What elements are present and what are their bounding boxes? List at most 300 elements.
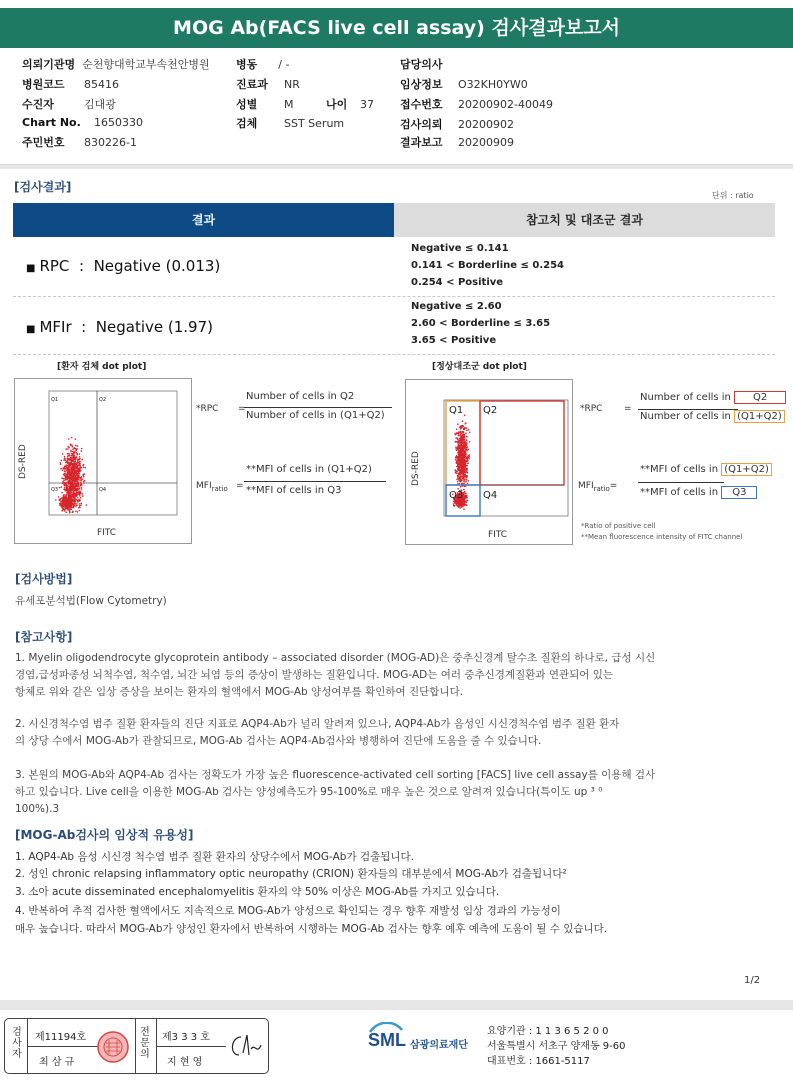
cell-dot	[73, 506, 75, 508]
cell-dot	[461, 503, 463, 505]
header-row-age: 나이 37	[326, 98, 374, 111]
cell-dot	[67, 446, 69, 448]
cell-dot	[80, 504, 82, 506]
cell-dot	[464, 501, 466, 503]
cell-dot	[65, 479, 67, 481]
cell-dot	[457, 443, 459, 445]
cell-dot	[456, 455, 458, 457]
cell-dot	[464, 482, 466, 484]
cell-dot	[457, 445, 459, 447]
q4-label: Q4	[483, 490, 498, 501]
cell-dot	[462, 472, 464, 474]
patient-dot-plot	[14, 378, 192, 544]
patient-dot-plot-svg	[15, 379, 191, 543]
cell-dot	[74, 450, 76, 452]
cell-dot	[460, 446, 462, 448]
cell-dot	[71, 475, 73, 477]
cell-dot	[75, 503, 77, 505]
cell-dot	[469, 454, 471, 456]
cell-dot	[80, 497, 82, 499]
cell-dot	[60, 468, 62, 470]
cell-dot	[76, 453, 78, 455]
cell-dot	[65, 500, 67, 502]
mfi-fraction-bar	[244, 481, 386, 482]
cell-dot	[63, 480, 65, 482]
q3-label: Q3	[51, 487, 59, 493]
cell-dot	[77, 511, 79, 513]
ctrl-mfi-formula-label: $MFI_{ratio}=$	[578, 481, 618, 493]
cell-dot	[68, 500, 70, 502]
cell-dot	[77, 497, 79, 499]
header-row-clinical-info: 임상정보 O32KH0YW0	[400, 78, 528, 91]
header-row-receipt-no: 접수번호 20200902-40049	[400, 98, 553, 111]
cell-dot	[66, 502, 68, 504]
cell-dot	[69, 458, 71, 460]
ctrl-rpc-fraction-bar	[638, 409, 738, 410]
cell-dot	[460, 486, 462, 488]
cell-dot	[83, 476, 85, 478]
cell-dot	[68, 480, 70, 482]
y-axis-label: DS-RED	[411, 451, 421, 486]
patient-plot-label: [환자 검체 dot plot]	[57, 362, 147, 372]
header-row-dept: 진료과 NR	[236, 78, 300, 91]
cell-dot	[67, 508, 69, 510]
cell-dot	[76, 466, 78, 468]
cell-dot	[69, 474, 71, 476]
cell-dot	[465, 442, 467, 444]
header-row-request-date: 검사의뢰 20200902	[400, 118, 514, 131]
cell-dot	[458, 435, 460, 437]
sml-logo	[364, 1022, 484, 1062]
cell-dot	[466, 444, 468, 446]
cell-dot	[461, 440, 463, 442]
cell-dot	[463, 508, 465, 510]
cell-dot	[465, 460, 467, 462]
cell-dot	[74, 448, 76, 450]
cell-dot	[461, 506, 463, 508]
clinical-item: 3. 소아 acute disseminated encephalomyelitis 환자의 약 50% 이상은 MOG-Ab를 가지고 있습니다.	[15, 886, 500, 898]
cell-dot	[467, 483, 469, 485]
cell-dot	[79, 464, 81, 466]
cell-dot	[456, 479, 458, 481]
cell-dot	[73, 479, 75, 481]
result-mfir: ■ MFIr : Negative (1.97)	[26, 318, 213, 336]
cell-dot	[68, 491, 70, 493]
cell-dot	[61, 460, 63, 462]
cell-dot	[454, 505, 456, 507]
header-row-ward: 병동 / -	[236, 58, 290, 71]
cell-dot	[66, 482, 68, 484]
q4-label: Q4	[99, 487, 107, 493]
cell-dot	[74, 486, 76, 488]
cell-dot	[85, 467, 87, 469]
cell-dot	[69, 455, 71, 457]
mfi-denominator: **MFI of cells in Q3	[246, 485, 342, 496]
cell-dot	[453, 503, 455, 505]
cell-dot	[67, 448, 69, 450]
cell-dot	[457, 505, 459, 507]
q1-label: Q1	[449, 405, 464, 416]
cell-dot	[466, 450, 468, 452]
cell-dot	[454, 433, 456, 435]
cell-dot	[82, 479, 84, 481]
cell-dot	[82, 465, 84, 467]
cell-dot	[81, 476, 83, 478]
control-dot-plot-svg	[406, 380, 572, 544]
cell-dot	[466, 505, 468, 507]
cell-dot	[464, 427, 466, 429]
cell-dot	[462, 476, 464, 478]
ctrl-rpc-numerator: Number of cells in Q2	[640, 391, 786, 404]
cell-dot	[64, 456, 66, 458]
cell-dot	[69, 485, 71, 487]
cell-dot	[463, 505, 465, 507]
unit-label: 단위 : ratio	[712, 191, 754, 200]
cell-dot	[459, 507, 461, 509]
cell-dot	[64, 477, 66, 479]
cell-dot	[68, 464, 70, 466]
cell-dot	[455, 472, 457, 474]
inspector-license-no: 제11194호	[35, 1032, 87, 1043]
cell-dot	[67, 476, 69, 478]
cell-dot	[78, 483, 80, 485]
cell-dot	[81, 448, 83, 450]
cell-dot	[463, 429, 465, 431]
cell-dot	[79, 456, 81, 458]
cell-dot	[459, 455, 461, 457]
footer-divider	[0, 1000, 793, 1010]
cell-dot	[73, 490, 75, 492]
cell-dot	[73, 461, 75, 463]
header-row-report-date: 결과보고 20200909	[400, 136, 514, 149]
clinical-section-title: [MOG-Ab검사의 임상적 유용성]	[15, 828, 194, 842]
cell-dot	[457, 462, 459, 464]
cell-dot	[64, 471, 66, 473]
q3-label: Q3	[449, 490, 464, 501]
cell-dot	[68, 466, 70, 468]
cell-dot	[74, 481, 76, 483]
cell-dot	[62, 508, 64, 510]
cell-dot	[80, 485, 82, 487]
cell-dot	[81, 450, 83, 452]
cell-dot	[463, 439, 465, 441]
cell-dot	[459, 474, 461, 476]
cell-dot	[79, 500, 81, 502]
cell-dot	[466, 469, 468, 471]
cell-dot	[62, 469, 64, 471]
cell-dot	[72, 453, 74, 455]
cell-dot	[457, 433, 459, 435]
cell-dot	[459, 438, 461, 440]
cell-dot	[462, 478, 464, 480]
cell-dot	[466, 439, 468, 441]
cell-dot	[71, 459, 73, 461]
cell-dot	[466, 471, 468, 473]
footnote-rpc: *Ratio of positive cell	[581, 522, 656, 530]
result-rpc: ■ RPC : Negative (0.013)	[26, 257, 221, 275]
cell-dot	[463, 480, 465, 482]
cell-dot	[464, 463, 466, 465]
rpc-eq: =	[238, 404, 246, 414]
cell-dot	[455, 459, 457, 461]
cell-dot	[457, 481, 459, 483]
notes-section-title: [참고사항]	[15, 630, 73, 644]
cell-dot	[79, 453, 81, 455]
cell-dot	[79, 510, 81, 512]
cell-dot	[469, 441, 471, 443]
cell-dot	[66, 486, 68, 488]
cell-dot	[71, 470, 73, 472]
cell-dot	[81, 487, 83, 489]
cell-dot	[68, 489, 70, 491]
cell-dot	[62, 453, 64, 455]
cell-dot	[457, 468, 459, 470]
cell-dot	[461, 480, 463, 482]
cell-dot	[459, 467, 461, 469]
cell-dot	[75, 438, 77, 440]
cell-dot	[77, 481, 79, 483]
cell-dot	[84, 480, 86, 482]
cell-dot	[70, 506, 72, 508]
cell-dot	[71, 463, 73, 465]
cell-dot	[463, 454, 465, 456]
cell-dot	[464, 468, 466, 470]
cell-dot	[79, 479, 81, 481]
cell-dot	[75, 486, 77, 488]
cell-dot	[465, 492, 467, 494]
cell-dot	[458, 478, 460, 480]
patient-header	[0, 52, 793, 162]
results-section-title: [검사결과]	[14, 180, 72, 194]
cell-dot	[59, 503, 61, 505]
cell-dot	[465, 453, 467, 455]
cell-dot	[74, 464, 76, 466]
institution-info: 요양기관 : 1 1 3 6 5 2 0 0 서울특별시 서초구 양재동 9-60 대표번호 : 1661-5117	[487, 1026, 626, 1067]
cell-dot	[69, 478, 71, 480]
stamp-divider	[27, 1046, 99, 1047]
cell-dot	[76, 474, 78, 476]
cell-dot	[60, 463, 62, 465]
cell-dot	[72, 467, 74, 469]
cell-dot	[81, 484, 83, 486]
clinical-item: 2. 성인 chronic relapsing inflammatory optic neuropathy (CRION) 환자들의 대부분에서 MOG-Ab가 검출됩니다²	[15, 868, 567, 880]
cell-dot	[67, 472, 69, 474]
cell-dot	[71, 489, 73, 491]
stamp-divider	[156, 1046, 226, 1047]
cell-dot	[466, 496, 468, 498]
header-row-chart-no: Chart No. 1650330	[22, 116, 143, 129]
cell-dot	[459, 469, 461, 471]
official-seal-icon	[95, 1029, 131, 1065]
cell-dot	[73, 455, 75, 457]
cell-dot	[467, 480, 469, 482]
cell-dot	[457, 423, 459, 425]
cell-dot	[74, 488, 76, 490]
cell-dot	[81, 503, 83, 505]
cell-dot	[461, 438, 463, 440]
cell-dot	[62, 483, 64, 485]
cell-dot	[465, 481, 467, 483]
cell-dot	[78, 492, 80, 494]
cell-dot	[467, 462, 469, 464]
cell-dot	[64, 509, 66, 511]
ctrl-mfi-fraction-bar	[638, 482, 724, 483]
cell-dot	[69, 453, 71, 455]
cell-dot	[82, 459, 84, 461]
cell-dot	[72, 448, 74, 450]
cell-dot	[463, 465, 465, 467]
cell-dot	[459, 501, 461, 503]
cell-dot	[76, 499, 78, 501]
q2-label: Q2	[99, 397, 107, 403]
cell-dot	[463, 474, 465, 476]
cell-dot	[61, 477, 63, 479]
cell-dot	[66, 467, 68, 469]
cell-dot	[61, 510, 63, 512]
cell-dot	[67, 474, 69, 476]
cell-dot	[82, 474, 84, 476]
cell-dot	[456, 462, 458, 464]
cell-dot	[76, 494, 78, 496]
cell-dot	[465, 423, 467, 425]
cell-dot	[75, 511, 77, 513]
cell-dot	[458, 464, 460, 466]
cell-dot	[70, 451, 72, 453]
cell-dot	[458, 441, 460, 443]
cell-dot	[73, 474, 75, 476]
cell-dot	[70, 450, 72, 452]
footnote-mfi: **Mean fluorescence intensity of FITC channel	[581, 533, 743, 541]
cell-dot	[461, 471, 463, 473]
cell-dot	[466, 447, 468, 449]
cell-dot	[63, 496, 65, 498]
cell-dot	[456, 471, 458, 473]
x-axis-label: FITC	[97, 528, 117, 538]
cell-dot	[65, 448, 67, 450]
cell-dot	[461, 435, 463, 437]
cell-dot	[79, 503, 81, 505]
cell-dot	[64, 487, 66, 489]
cell-dot	[463, 460, 465, 462]
q2-label: Q2	[483, 405, 498, 416]
cell-dot	[58, 496, 60, 498]
cell-dot	[466, 436, 468, 438]
cell-dot	[66, 494, 68, 496]
cell-dot	[460, 431, 462, 433]
cell-dot	[74, 460, 76, 462]
ctrl-rpc-formula-label: *RPC	[580, 404, 603, 414]
signature-stamp-box	[4, 1018, 269, 1074]
cell-dot	[69, 470, 71, 472]
rpc-formula-label: *RPC	[196, 404, 219, 414]
cell-dot	[73, 469, 75, 471]
cell-dot	[80, 482, 82, 484]
result-column-header: 결과	[13, 203, 394, 237]
cell-dot	[69, 508, 71, 510]
header-divider	[0, 164, 793, 169]
cell-dot	[65, 512, 67, 514]
cell-dot	[459, 483, 461, 485]
cell-dot	[78, 472, 80, 474]
cell-dot	[70, 465, 72, 467]
cell-dot	[457, 439, 459, 441]
cell-dot	[464, 434, 466, 436]
cell-dot	[68, 486, 70, 488]
header-row-hospital-code: 병원코드 85416	[22, 78, 119, 91]
cell-dot	[458, 457, 460, 459]
cell-dot	[465, 432, 467, 434]
cell-dot	[75, 505, 77, 507]
mfi-numerator: **MFI of cells in (Q1+Q2)	[246, 464, 372, 475]
q1-label: Q1	[51, 397, 59, 403]
cell-dot	[64, 468, 66, 470]
ctrl-mfi-denominator: **MFI of cells in Q3	[640, 487, 757, 498]
cell-dot	[464, 415, 466, 417]
x-axis-label: FITC	[488, 530, 508, 540]
cell-dot	[466, 479, 468, 481]
cell-dot	[82, 495, 84, 497]
cell-dot	[458, 504, 460, 506]
cell-dot	[76, 468, 78, 470]
cell-dot	[462, 459, 464, 461]
report-title: MOG Ab(FACS live cell assay) 검사결과보고서	[0, 8, 793, 48]
note-paragraph-2: 2. 시신경척수염 범주 질환 환자들의 진단 지표로 AQP4-Ab가 널리 알려져 있으나, AQP4-Ab가 음성인 시신경척수염 범주 질환 환자 의 상당 수에서 MOG-Ab가 관찰되므로, MOG-Ab 검사는 AQP4-Ab검사와 병행하여 진단에 도움을 줄 수 있습니다.	[15, 718, 620, 747]
specialist-name: 지 현 영	[167, 1057, 203, 1068]
cell-dot	[456, 429, 458, 431]
page-number: 1/2	[744, 975, 761, 986]
cell-dot	[462, 420, 464, 422]
cell-dot	[461, 463, 463, 465]
cell-dot	[460, 433, 462, 435]
cell-dot	[59, 487, 61, 489]
cell-dot	[79, 458, 81, 460]
cell-dot	[457, 472, 459, 474]
cell-dot	[55, 499, 57, 501]
cell-dot	[462, 447, 464, 449]
cell-dot	[83, 466, 85, 468]
reference-mfir: Negative ≤ 2.60 2.60 < Borderline ≤ 3.65 3.65 < Positive	[411, 301, 551, 346]
control-plot-label: [정상대조군 dot plot]	[432, 362, 527, 372]
header-row-institution: 의뢰기관명 순천향대학교부속천안병원	[22, 58, 210, 71]
cell-dot	[468, 429, 470, 431]
cell-dot	[78, 507, 80, 509]
cell-dot	[70, 480, 72, 482]
cell-dot	[469, 431, 471, 433]
cell-dot	[63, 497, 65, 499]
cell-dot	[72, 503, 74, 505]
cell-dot	[457, 460, 459, 462]
cell-dot	[464, 437, 466, 439]
cell-dot	[63, 488, 65, 490]
cell-dot	[72, 511, 74, 513]
cell-dot	[463, 489, 465, 491]
cell-dot	[466, 430, 468, 432]
cell-dot	[75, 458, 77, 460]
cell-dot	[461, 462, 463, 464]
cell-dot	[69, 502, 71, 504]
cell-dot	[70, 488, 72, 490]
cell-dot	[63, 460, 65, 462]
method-section-title: [검사방법]	[15, 572, 73, 586]
cell-dot	[461, 445, 463, 447]
cell-dot	[455, 437, 457, 439]
cell-dot	[75, 479, 77, 481]
cell-dot	[460, 469, 462, 471]
specialist-license-no: 제3 3 3 호	[162, 1032, 210, 1043]
ctrl-mfi-numerator: **MFI of cells in (Q1+Q2)	[640, 464, 772, 475]
cell-dot	[63, 504, 65, 506]
cell-dot	[76, 503, 78, 505]
